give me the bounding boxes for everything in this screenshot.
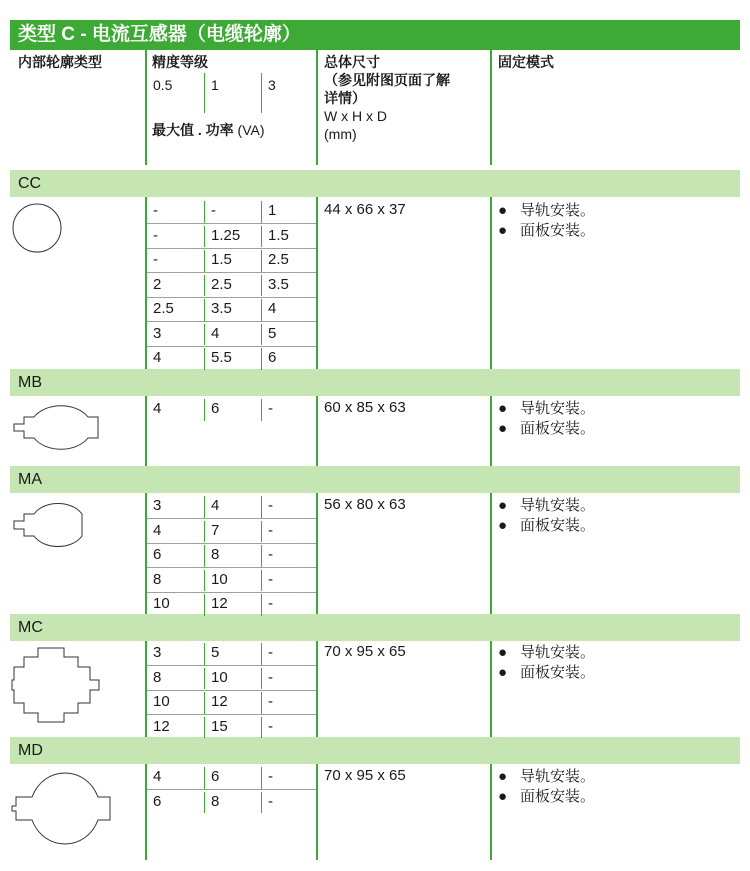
header-mount: 固定模式 <box>498 54 554 70</box>
table-cell: 3 <box>153 324 162 342</box>
table-cell: 3 <box>153 644 162 661</box>
header-dims: 总体尺寸 （参见附图页面了解 详情） W x H x D (mm) <box>324 54 450 142</box>
table-cell: - <box>268 693 273 710</box>
mount-item: ● 导轨安装。 <box>498 497 596 514</box>
header-accuracy: 精度等级 <box>152 54 208 70</box>
table-cell: 4 <box>268 300 277 317</box>
table-cell: 5 <box>211 644 220 661</box>
dims-cc: 44 x 66 x 37 <box>324 201 406 218</box>
table-cell: - <box>153 226 158 244</box>
table-cell: - <box>268 400 273 417</box>
page-title: 类型 C - 电流互感器（电缆轮廓） <box>10 20 740 50</box>
table-cell: 12 <box>211 595 228 612</box>
table-cell: 8 <box>153 570 162 588</box>
mount-item: ● 面板安装。 <box>498 788 596 805</box>
table-cell: - <box>268 497 273 514</box>
table-cell: 6 <box>153 792 162 810</box>
table-cell: 8 <box>153 668 162 686</box>
table-cell: 6 <box>211 400 220 417</box>
table-cell: 5.5 <box>211 349 232 366</box>
table-cell: 6 <box>268 349 277 366</box>
mount-item: ● 导轨安装。 <box>498 400 596 417</box>
table-cell: - <box>268 792 273 810</box>
table-cell: 10 <box>211 570 228 588</box>
table-cell: 10 <box>153 595 170 612</box>
mount-item: ● 面板安装。 <box>498 664 596 681</box>
table-cell: - <box>211 202 216 219</box>
table-cell: 2.5 <box>153 300 174 317</box>
header-profile: 内部轮廓类型 <box>18 54 102 70</box>
table-cell: 2.5 <box>211 275 232 293</box>
header-acc-1: 1 <box>211 77 219 93</box>
table-cell: 7 <box>211 521 220 539</box>
profile-cc-circle-icon <box>13 204 61 252</box>
section-band-md: MD <box>10 737 740 764</box>
table-cell: 3.5 <box>268 275 289 293</box>
table-cell: 3.5 <box>211 300 232 317</box>
table-cell: 8 <box>211 546 220 563</box>
header-acc-0-5: 0.5 <box>153 77 173 93</box>
table-cell: 10 <box>211 668 228 686</box>
table-cell: 4 <box>153 521 162 539</box>
header-power: 最大值 . 功率 (VA) <box>152 122 265 138</box>
table-cell: - <box>268 768 273 785</box>
table-cell: - <box>153 202 158 219</box>
section-band-cc: CC <box>10 170 740 197</box>
profile-mb-icon <box>14 406 98 450</box>
mount-item: ● 面板安装。 <box>498 222 596 239</box>
profile-mc-icon <box>12 648 99 722</box>
profile-md-icon <box>12 773 110 844</box>
mount-item: ● 面板安装。 <box>498 517 596 534</box>
mount-item: ● 面板安装。 <box>498 420 596 437</box>
table-cell: 12 <box>153 717 170 735</box>
table-cell: 1.5 <box>268 226 289 244</box>
table-cell: 10 <box>153 693 170 710</box>
table-cell: 2 <box>153 275 162 293</box>
table-cell: 3 <box>153 497 162 514</box>
section-band-mc: MC <box>10 614 740 641</box>
mount-item: ● 导轨安装。 <box>498 202 596 219</box>
table-cell: 4 <box>153 768 162 785</box>
dims-mb: 60 x 85 x 63 <box>324 399 406 416</box>
table-cell: 5 <box>268 324 277 342</box>
table-cell: 4 <box>153 349 162 366</box>
profile-ma-icon <box>14 504 82 547</box>
table-cell: - <box>268 521 273 539</box>
section-band-mb: MB <box>10 369 740 396</box>
table-cell: 4 <box>153 400 162 417</box>
table-cell: 4 <box>211 497 220 514</box>
table-cell: 6 <box>153 546 162 563</box>
table-cell: - <box>268 570 273 588</box>
table-cell: 15 <box>211 717 228 735</box>
table-cell: - <box>268 668 273 686</box>
table-cell: - <box>153 251 158 268</box>
table-cell: 1.5 <box>211 251 232 268</box>
table-cell: 8 <box>211 792 220 810</box>
dims-mc: 70 x 95 x 65 <box>324 643 406 660</box>
dims-md: 70 x 95 x 65 <box>324 767 406 784</box>
table-cell: - <box>268 595 273 612</box>
table-cell: 4 <box>211 324 220 342</box>
table-cell: - <box>268 546 273 563</box>
table-cell: 2.5 <box>268 251 289 268</box>
table-cell: 1.25 <box>211 226 241 244</box>
section-band-ma: MA <box>10 466 740 493</box>
table-cell: 6 <box>211 768 220 785</box>
table-cell: 12 <box>211 693 228 710</box>
table-cell: - <box>268 717 273 735</box>
table-cell: 1 <box>268 202 277 219</box>
mount-item: ● 导轨安装。 <box>498 768 596 785</box>
mount-item: ● 导轨安装。 <box>498 644 596 661</box>
table-cell: - <box>268 644 273 661</box>
dims-ma: 56 x 80 x 63 <box>324 496 406 513</box>
header-acc-3: 3 <box>268 77 276 93</box>
